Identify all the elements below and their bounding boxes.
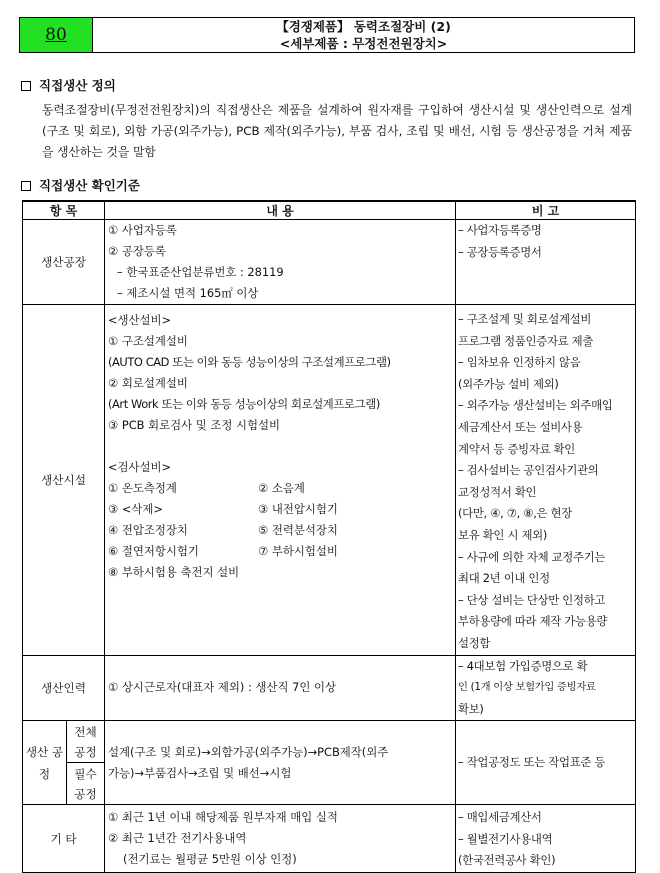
section-heading-definition: 직접생산 정의 (21, 76, 116, 94)
header-title-line2: <세부제품 : 무정전전원장치> (279, 36, 448, 51)
category-personnel: 생산인력 (23, 655, 105, 721)
facility-content: <생산설비> ① 구조설계설비 (AUTO CAD 또는 이와 동등 성능이상의 구조설계프로그램) ② 회로설계설비 (Art Work 또는 이와 동등 성능이상의 회로설계프로그램) ③ PCB 회로검사 및 조정 시험설비 <검사설비> ① 온도측정계 ② 소음계 ③ <삭제> ③ 내전압시험기 ④ 전압조정장치 ⑤ 전력분석장치 ⑥ 절연저항시험기 ⑦ 부하시험설비 ⑧ 부하시험용 축전지 설비 (105, 305, 456, 656)
personnel-note: – 4대보험 가입증명으로 확 인 (1개 이상 보험가입 증빙자료 확보) (456, 655, 636, 721)
definition-paragraph: 동력조절장비(무정전전원장치)의 직접생산은 제품을 설계하여 원자재를 구입하여 생산시설 및 생산인력으로 설계(구조 및 회로), 외함 가공(외주가능), PCB 제작(외주가능), 부품 검사, 조립 및 배선, 시험 등 생산공정을 거쳐 제품을 생산하는 것을 말함 (42, 103, 632, 159)
other-note: – 매입세금계산서 – 월별전기사용내역 (한국전력공사 확인) (456, 805, 636, 873)
checkbox-square-icon (21, 81, 31, 91)
personnel-content: ① 상시근로자(대표자 제외) : 생산직 7인 이상 (105, 655, 456, 721)
category-facility: 생산시설 (23, 305, 105, 656)
subcategory-full-process: 전체 공정 (67, 721, 105, 763)
process-note: – 작업공정도 또는 작업표준 등 (456, 721, 636, 805)
process-content: 설계(구조 및 회로)→외함가공(외주가능)→PCB제작(외주 가능)→부품검사→조립 및 배선→시험 (105, 721, 456, 805)
criteria-table (22, 200, 636, 873)
header-box (19, 17, 635, 53)
header-title-line1: 【경쟁제품】 동력조절장비 (2) (276, 19, 451, 34)
inspection-equipment-list: ① 온도측정계 ② 소음계 ③ <삭제> ③ 내전압시험기 ④ 전압조정장치 ⑤ 전력분석장치 ⑥ 절연저항시험기 ⑦ 부하시험설비 ⑧ 부하시험용 축전지 설비 (108, 481, 338, 579)
other-content: ① 최근 1년 이내 해당제품 원부자재 매입 실적 ② 최근 1년간 전기사용내역 (전기료는 월평균 5만원 이상 인정) (105, 805, 456, 873)
facility-note: – 구조설계 및 회로설계설비 프로그램 정품인증자료 제출 – 임차보유 인정하지 않음 (외주가능 설비 제외) – 외주가능 생산설비는 외주매입 세금계산서 또는 설비사용 계약서 등 증빙자료 확인 – 검사설비는 공인검사기관의 교정성적서 확인 (다만, ④, ⑦, ⑧,은 현장 보유 확인 시 제외) – 사규에 의한 자체 교정주기는 최대 2년 이내 인정 – 단상 설비는 단상만 인정하고 부하용량에 따라 제작 가능용량 설정함 (456, 305, 636, 656)
item-number: 80 (20, 18, 93, 52)
factory-note: – 사업자등록증명 – 공장등록증명서 (456, 220, 636, 305)
category-process: 생산 공정 (23, 721, 67, 805)
subcategory-required-process: 필수 공정 (67, 763, 105, 805)
category-other: 기 타 (23, 805, 105, 873)
header-content: 내 용 (105, 201, 456, 220)
factory-content: ① 사업자등록 ② 공장등록 – 한국표준산업분류번호 : 28119 – 제조시설 면적 165㎡ 이상 (105, 220, 456, 305)
header-item: 항 목 (23, 201, 105, 220)
section-heading-criteria: 직접생산 확인기준 (21, 176, 140, 194)
category-factory: 생산공장 (23, 220, 105, 305)
header-title (93, 18, 634, 52)
checkbox-square-icon (21, 181, 31, 191)
header-note: 비 고 (456, 201, 636, 220)
